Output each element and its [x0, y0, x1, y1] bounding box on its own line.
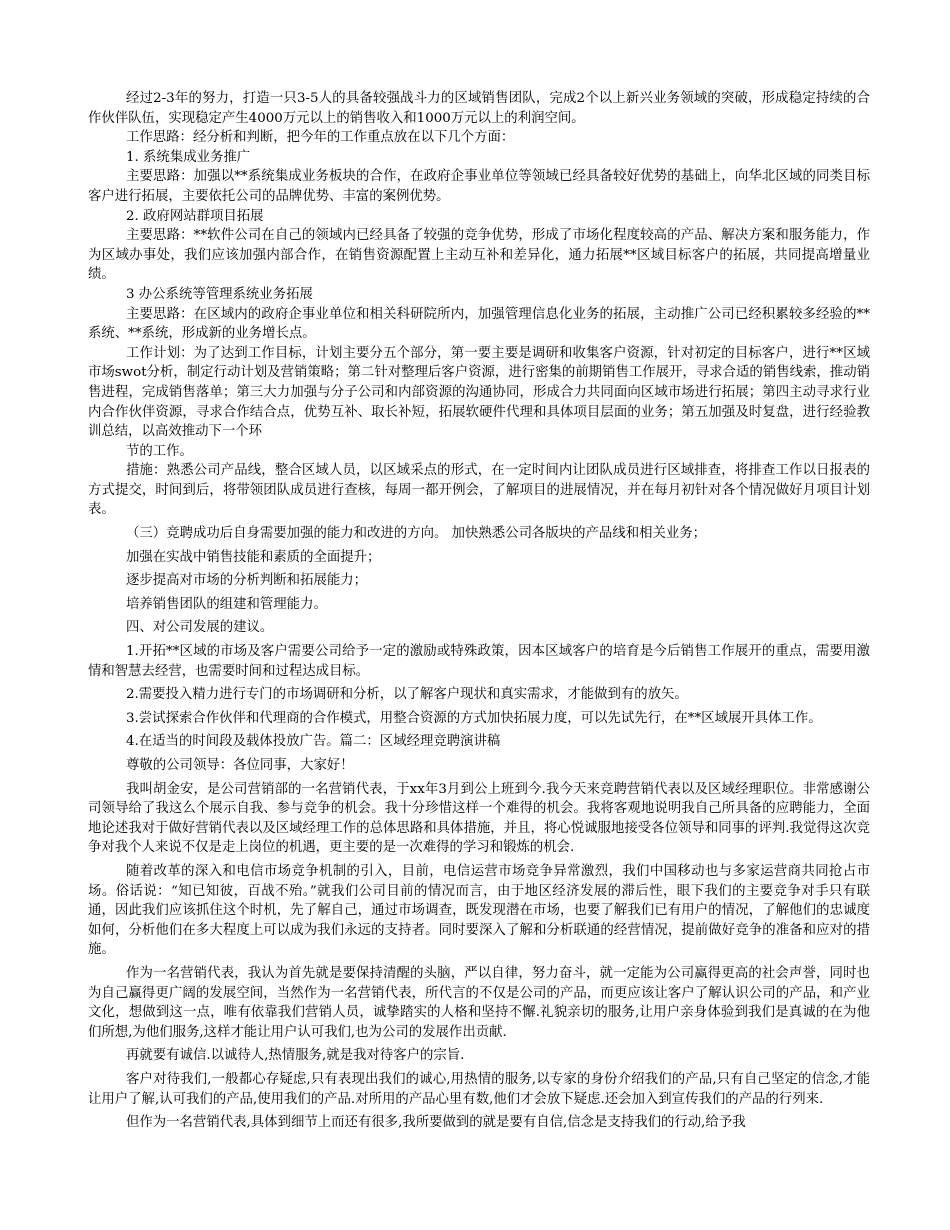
list-item: 培养销售团队的组建和管理能力。	[126, 596, 327, 612]
suggestion-item: 1.开拓**区域的市场及客户需要公司给予一定的激励或特殊政策，因本区域客户的培育是今后销售工作展开的重点，需要用激情和智慧去经营，也需要时间和过程达成目标。	[88, 644, 870, 679]
paragraph-work-approach: 工作思路：经分析和判断，把今年的工作重点放在以下几个方面：	[126, 130, 515, 146]
paragraph-work-plan: 工作计划：为了达到工作目标，计划主要分五个部分，第一要主要是调研和收集客户资源，针对初定的目标客户，进行**区域市场swot分析，制定行动计划及营销策略；第二针对整理后客户资源，进行密集的前期销售工作展开，寻求合适的销售线索，推动销售进程，完成销售落单；第三大力加强与分子公司和内部资源的沟通协同，形成合力共同面向区域市场进行拓展；第四主动寻求行业内合作伙伴资源，寻求合作结合点，优势互补、取长补短，拓展软硬件代理和具体项目层面的业务；第五加强及时复盘，进行经验教训总结，以高效推动下一个环	[88, 345, 870, 440]
list-item: 加强在实战中销售技能和素质的全面提升；	[126, 549, 381, 565]
salutation: 尊敬的公司领导：各位同事，大家好！	[126, 758, 354, 773]
paragraph-goal: 经过2-3年的努力，打造一只3-5人的具备较强战斗力的区域销售团队，完成2个以上新兴业务领域的突破，形成稳定持续的合作伙伴队伍，实现稳定产生4000万元以上的销售收入和1000万元以上的利润空间。	[88, 91, 870, 126]
heading-gov-website: 2. 政府网站群项目拓展	[126, 208, 264, 224]
paragraph-system-integration: 主要思路：加强以**系统集成业务板块的合作，在政府企事业单位等领域已经具备较好优势的基础上，向华北区域的同类目标客户进行拓展，主要依托公司的品牌优势、丰富的案例优势。	[88, 169, 870, 204]
paragraph-self-intro: 我叫胡金安，是公司营销部的一名营销代表，于xx年3月到公上班到今.我今天来竞聘营销代表以及区域经理职位。非常感谢公司领导给了我这么个展示自我、参与竞争的机会。我十分珍惜这样一个难得的机会。我将客观地说明我自己所具备的应聘能力，全面地论述我对于做好营销代表以及区域经理工作的总体思路和具体措施，并且，将心悦诚服地接受各位领导和同事的评判.我觉得这次竞争对我个人来说不仅是走上岗位的机遇，更主要的是一次难得的学习和锻炼的机会.	[88, 781, 870, 856]
heading-section-three: （三）竞聘成功后自身需要加强的能力和改进的方向。 加快熟悉公司各版块的产品线和相关业务；	[126, 526, 707, 542]
paragraph-office-system: 主要思路：在区域内的政府企事业单位和相关科研院所内，加强管理信息化业务的拓展，主动推广公司已经积累较多经验的**系统、**系统，形成新的业务增长点。	[88, 306, 870, 342]
heading-system-integration: 1. 系统集成业务推广	[126, 149, 251, 165]
paragraph-gov-website: 主要思路：**软件公司在自己的领域内已经具备了较强的竞争优势，形成了市场化程度较高的产品、解决方案和服务能力，作为区域办事处，我们应该加强内部合作，在销售资源配置上主动互补和差异化，通力拓展**区域目标客户的拓展，共同提高增量业绩。	[88, 228, 870, 283]
document-body	[88, 89, 870, 1133]
paragraph-customers: 客户对待我们,一般都心存疑虑,只有表现出我们的诚心,用热情的服务,以专家的身份介绍我们的产品,只有自己坚定的信念,才能让用户了解,认可我们的产品,使用我们的产品.对所用的产品心里有数,他们才会放下疑虑.还会加入到宣传我们的产品的行列来.	[88, 1071, 870, 1107]
paragraph-confidence: 但作为一名营销代表,具体到细节上而还有很多,我所要做到的就是要有自信,信念是支持我们的行动,给予我	[126, 1115, 746, 1131]
paragraph-market: 随着改革的深入和电信市场竞争机制的引入，目前，电信运营市场竞争异常激烈，我们中国移动也与多家运营商共同抢占市场。俗话说：“知已知彼，百战不殆。”就我们公司目前的情况而言，由于地区经济发展的滞后性，眼下我们的主要竞争对手只有联通，因此我们应该抓住这个时机，先了解自己，通过市场调查，既发现潜在市场，也要了解我们已有用户的情况，了解他们的忠诚度如何，分析他们在多大程度上可以成为我们永远的支持者。同时要深入了解和分析联通的经营情况，提前做好竞争的准备和应对的措施。	[88, 863, 870, 958]
paragraph-work-plan-end: 节的工作。	[126, 443, 193, 459]
suggestion-item: 2.需要投入精力进行专门的市场调研和分析，以了解客户现状和真实需求，才能做到有的放矢。	[126, 687, 688, 703]
paragraph-marketing-rep: 作为一名营销代表，我认为首先就是要保持清醒的头脑，严以自律，努力奋斗，就一定能为公司赢得更高的社会声誉，同时也为自己赢得更广阔的发展空间，当然作为一名营销代表，所代言的不仅是公司的产品，而更应该让客户了解认识公司的产品，和产业文化，想做到这一点，唯有依靠我们营销人员，诚挚踏实的人格和坚持不懈.礼貌亲切的服务,让用户亲身体验到我们是真诚的在为他们所想,为他们服务,这样才能让用户认可我们,也为公司的发展作出贡献.	[88, 965, 870, 1040]
list-item: 逐步提高对市场的分析判断和拓展能力；	[126, 573, 368, 589]
paragraph-measures: 措施：熟悉公司产品线，整合区域人员，以区域采点的形式，在一定时间内让团队成员进行区域排查，将排查工作以日报表的方式提交，时间到后，将带领团队成员进行查核，每周一都开例会，了解项目的进展情况，并在每月初针对各个情况做好月项目计划表。	[88, 463, 870, 518]
paragraph-integrity: 再就要有诚信.以诚待人,热情服务,就是我对待客户的宗旨.	[126, 1048, 465, 1064]
suggestion-item: 3.尝试探索合作伙伴和代理商的合作模式，用整合资源的方式加快拓展力度，可以先试先行，在**区域展开具体工作。	[126, 710, 822, 726]
heading-section-four: 四、对公司发展的建议。	[126, 620, 274, 636]
suggestion-item: 4.在适当的时间段及载体投放广告。篇二：区域经理竞聘演讲稿	[126, 734, 501, 750]
heading-office-system: 3 办公系统等管理系统业务拓展	[126, 286, 313, 302]
